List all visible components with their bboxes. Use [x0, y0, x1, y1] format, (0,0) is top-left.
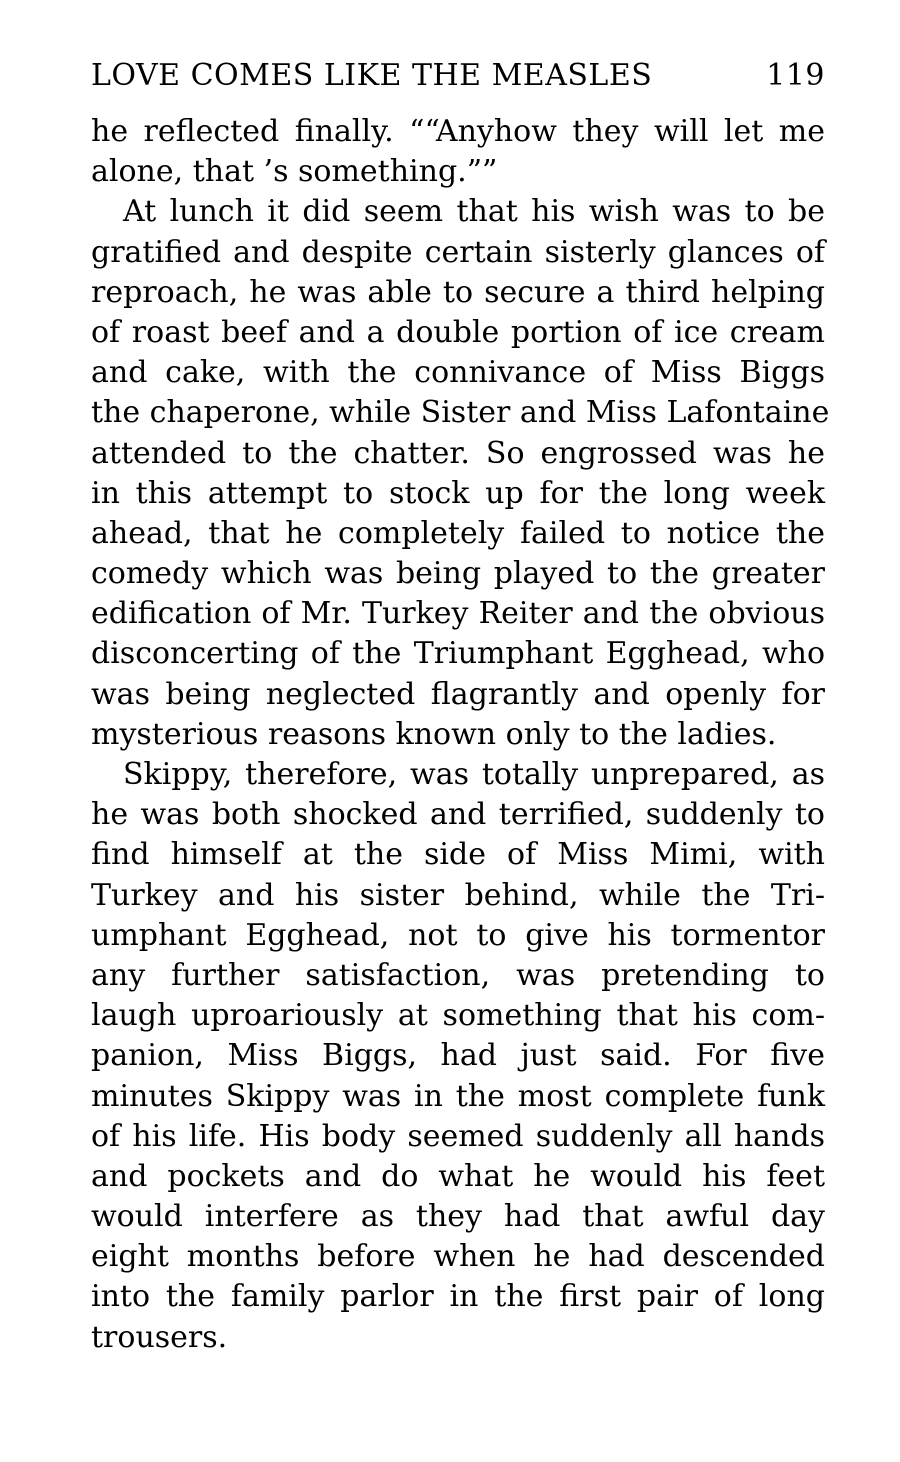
paragraph-3 — [91, 755, 825, 1358]
text-line: disconcerting of the Triumphant Egghead, who — [91, 636, 825, 672]
text-line: alone, that ’s something.”” — [91, 154, 498, 190]
running-head — [91, 56, 825, 100]
paragraph-1 — [91, 112, 825, 192]
text-line: of his life. His body seemed suddenly all hands — [91, 1118, 825, 1154]
text-line: At lunch it did seem that his wish was to be — [123, 194, 825, 230]
text-line: ahead, that he completely failed to notice the — [91, 515, 825, 551]
text-line: attended to the chatter. So engrossed was he — [91, 435, 825, 471]
text-line: panion, Miss Biggs, had just said. For five — [91, 1038, 825, 1074]
page-number: 119 — [766, 58, 825, 93]
text-line: was being neglected flagrantly and openly for — [91, 676, 825, 712]
text-line: mysterious reasons known only to the ladies. — [91, 716, 777, 752]
text-line: and pockets and do what he would his feet — [91, 1158, 825, 1194]
text-line: of roast beef and a double portion of ice cream — [91, 314, 825, 350]
text-line: in this attempt to stock up for the long week — [91, 475, 825, 511]
book-page — [91, 56, 830, 1358]
text-line: into the family parlor in the first pair of long — [91, 1279, 825, 1315]
text-line: the chaperone, while Sister and Miss Lafontaine — [91, 395, 830, 431]
text-line: find himself at the side of Miss Mimi, with — [91, 837, 825, 873]
paragraph-2 — [91, 192, 830, 755]
text-line: he reflected finally. ““Anyhow they will let me — [91, 114, 825, 149]
text-line: any further satisfaction, was pretending to — [91, 957, 825, 993]
text-line: eight months before when he had descended — [91, 1239, 825, 1275]
text-line: trousers. — [91, 1319, 228, 1355]
text-line: reproach, he was able to secure a third helping — [91, 274, 825, 310]
text-line: minutes Skippy was in the most complete funk — [91, 1078, 825, 1114]
text-line: umphant Egghead, not to give his tormentor — [91, 917, 825, 953]
text-line: he was both shocked and terrified, suddenly to — [91, 797, 825, 833]
text-line: Turkey and his sister behind, while the Tri- — [91, 877, 825, 913]
text-line: Skippy, therefore, was totally unprepared, as — [123, 757, 825, 792]
text-line: gratified and despite certain sisterly glances of — [91, 234, 825, 270]
text-line: would interfere as they had that awful day — [91, 1199, 825, 1235]
text-line: laugh uproariously at something that his com- — [91, 998, 825, 1034]
running-title: LOVE COMES LIKE THE MEASLES — [91, 58, 653, 93]
text-line: comedy which was being played to the greater — [91, 556, 825, 592]
body-text — [91, 112, 830, 1358]
text-line: and cake, with the connivance of Miss Biggs — [91, 355, 825, 391]
text-line: edification of Mr. Turkey Reiter and the obvious — [91, 596, 825, 632]
